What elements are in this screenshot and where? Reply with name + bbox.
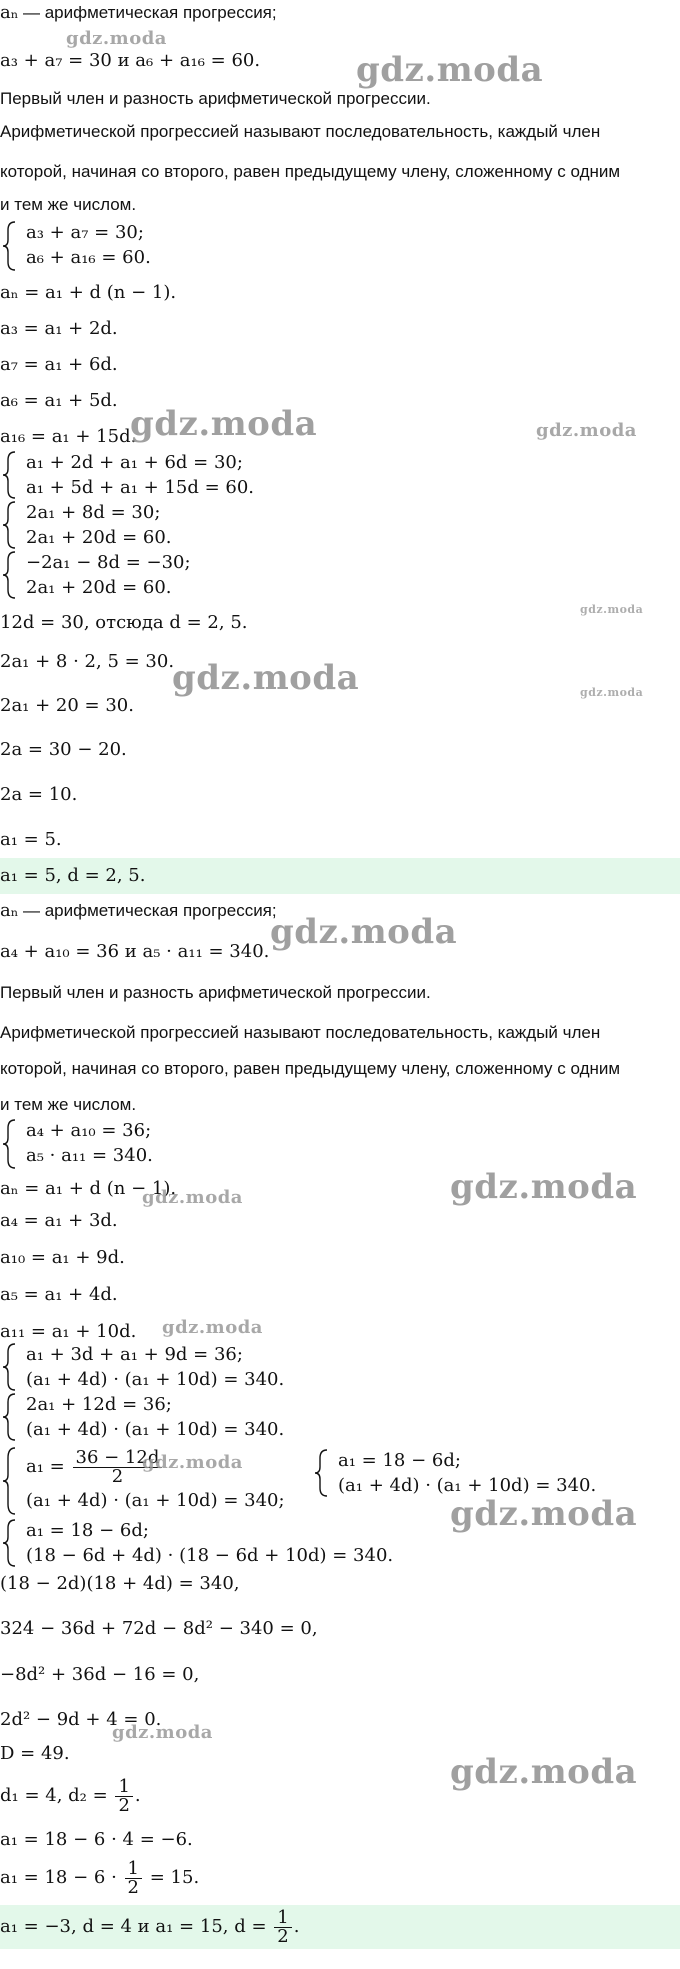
p2-eq-2: a₁₀ = a₁ + 9d. [0,1247,125,1268]
p2-roots-fraction [115,1775,132,1816]
p1-an-symbol: aₙ [0,2,19,23]
p2-a1-second-fraction [125,1857,142,1898]
p2-quad-1: (18 − 2d)(18 + 4d) = 340, [0,1573,240,1594]
p2-find: Первый член и разность арифметической прогрессии. [0,983,431,1002]
brace-icon [314,1448,330,1498]
p1-sys4-row: −2a₁ − 8d = −30; [26,552,191,573]
p2-sys6-row: a₁ = 18 − 6d; [26,1520,149,1541]
p1-answer-highlight [0,858,680,894]
watermark: gdz.moda [142,1452,243,1473]
watermark: gdz.moda [130,404,318,444]
p1-def-2: которой, начиная со второго, равен предыдущему члену, сложенному с одним [0,162,621,181]
p1-given-label: — арифметическая прогрессия; [22,3,277,22]
brace-icon [2,550,18,600]
watermark: gdz.moda [450,1167,638,1207]
p2-a1-second-suffix: = 15. [149,1867,200,1888]
brace-icon [2,450,18,500]
p2-sys3-row: (a₁ + 4d) · (a₁ + 10d) = 340. [26,1419,285,1440]
p1-eq-2: a₇ = a₁ + 6d. [0,354,118,375]
watermark: gdz.moda [162,1317,263,1338]
brace-icon [2,1446,18,1516]
p1-step-2: 2a₁ + 8 · 2, 5 = 30. [0,651,175,672]
p2-discriminant: D = 49. [0,1743,70,1764]
watermark: gdz.moda [270,912,458,952]
p2-sys4-row-2: (a₁ + 4d) · (a₁ + 10d) = 340; [26,1490,285,1511]
p2-answer-highlight [0,1905,680,1949]
p1-step-1: 12d = 30, отсюда d = 2, 5. [0,612,248,633]
p2-answer-prefix: a₁ = −3, d = 4 и a₁ = 15, d = [0,1916,267,1937]
half-numerator: 1 [125,1860,142,1879]
p2-a1-second-prefix: a₁ = 18 − 6 · [0,1867,117,1888]
p2-an-symbol: aₙ [0,900,19,921]
p2-quad-4: 2d² − 9d + 4 = 0. [0,1709,162,1730]
p1-sys3-row: 2a₁ + 20d = 60. [26,527,172,548]
half-denominator: 2 [127,1876,139,1898]
p1-formula: aₙ = a₁ + d (n − 1). [0,282,177,303]
p2-sys2-row: a₁ + 3d + a₁ + 9d = 36; [26,1344,243,1365]
watermark: gdz.moda [450,1752,638,1792]
p2-given-line [0,900,277,923]
watermark: gdz.moda [112,1722,213,1743]
p2-a1-first: a₁ = 18 − 6 · 4 = −6. [0,1829,193,1850]
p2-sys1-row: a₄ + a₁₀ = 36; [26,1120,152,1141]
p2-def-2: которой, начиная со второго, равен предыдущему члену, сложенному с одним [0,1059,621,1078]
watermark: gdz.moda [580,686,644,699]
p1-def-1: Арифметической прогрессией называют последовательность, каждый член [0,122,601,141]
p2-formula: aₙ = a₁ + d (n − 1). [0,1178,177,1199]
p2-sys2-row: (a₁ + 4d) · (a₁ + 10d) = 340. [26,1369,285,1390]
p1-def-3: и тем же числом. [0,195,137,214]
watermark: gdz.moda [450,1494,638,1534]
p2-sys1-row: a₅ · a₁₁ = 340. [26,1145,153,1166]
p2-quad-3: −8d² + 36d − 16 = 0, [0,1664,200,1685]
p2-eq-4: a₁₁ = a₁ + 10d. [0,1321,137,1342]
p1-eq-3: a₆ = a₁ + 5d. [0,390,118,411]
p2-a1-second [0,1858,199,1898]
brace-icon [2,1518,18,1568]
p2-eq-1: a₄ = a₁ + 3d. [0,1210,118,1231]
half-numerator: 1 [115,1778,132,1797]
p2-def-3: и тем же числом. [0,1095,137,1114]
half-denominator: 2 [118,1794,130,1816]
p1-step-5: 2a = 10. [0,784,78,805]
brace-icon [2,1392,18,1442]
p1-sys2-row: a₁ + 5d + a₁ + 15d = 60. [26,477,255,498]
brace-icon [2,1118,18,1170]
p2-sys5-row: (a₁ + 4d) · (a₁ + 10d) = 340. [338,1475,597,1496]
watermark: gdz.moda [580,603,644,616]
p1-sys1-row: a₃ + a₇ = 30; [26,222,144,243]
p1-step-6: a₁ = 5. [0,829,62,850]
p1-step-4: 2a = 30 − 20. [0,739,127,760]
p2-given-eq: a₄ + a₁₀ = 36 и a₅ · a₁₁ = 340. [0,941,270,962]
p2-eq-3: a₅ = a₁ + 4d. [0,1284,118,1305]
p2-sys4-numerator: 36 − 12d [73,1449,163,1468]
p2-sys4-denominator: 2 [111,1465,124,1487]
half-numerator: 1 [274,1909,291,1928]
p2-sys4-lhs: a₁ = [26,1456,65,1477]
half-denominator: 2 [277,1925,289,1947]
p1-sys1-row: a₆ + a₁₆ = 60. [26,247,151,268]
p2-answer-fraction [274,1906,291,1947]
p2-answer: a₁ = −3, d = 4 и a₁ = 15, d = $\frac{1}{2}$ . [0,1906,300,1947]
p2-roots: d₁ = 4, d₂ = $\frac{1}{2}$ . [0,1775,141,1816]
p1-given-eq: a₃ + a₇ = 30 и a₆ + a₁₆ = 60. [0,50,261,71]
p2-sys3-row: 2a₁ + 12d = 36; [26,1394,172,1415]
watermark: gdz.moda [536,420,637,441]
p1-sys3-row: 2a₁ + 8d = 30; [26,502,161,523]
p2-given-label: — арифметическая прогрессия; [22,901,277,920]
p1-answer: a₁ = 5, d = 2, 5. [0,865,146,886]
p1-eq-1: a₃ = a₁ + 2d. [0,318,118,339]
brace-icon [2,500,18,550]
watermark: gdz.moda [142,1187,243,1208]
p1-given-line [0,2,277,25]
p2-roots-prefix: d₁ = 4, d₂ = [0,1785,108,1806]
watermark: gdz.moda [66,28,167,49]
brace-icon [2,1342,18,1392]
p2-quad-2: 324 − 36d + 72d − 8d² − 340 = 0, [0,1618,318,1639]
brace-icon [2,220,18,272]
watermark: gdz.moda [356,50,544,90]
p1-eq-4: a₁₆ = a₁ + 15d. [0,426,137,447]
p1-sys2-row: a₁ + 2d + a₁ + 6d = 30; [26,452,243,473]
p1-step-3: 2a₁ + 20 = 30. [0,695,134,716]
p1-find: Первый член и разность арифметической прогрессии. [0,89,431,108]
p2-sys5-row: a₁ = 18 − 6d; [338,1450,461,1471]
p1-sys4-row: 2a₁ + 20d = 60. [26,577,172,598]
p2-sys6-row: (18 − 6d + 4d) · (18 − 6d + 10d) = 340. [26,1545,394,1566]
p2-def-1: Арифметической прогрессией называют последовательность, каждый член [0,1023,601,1042]
watermark: gdz.moda [172,658,360,698]
